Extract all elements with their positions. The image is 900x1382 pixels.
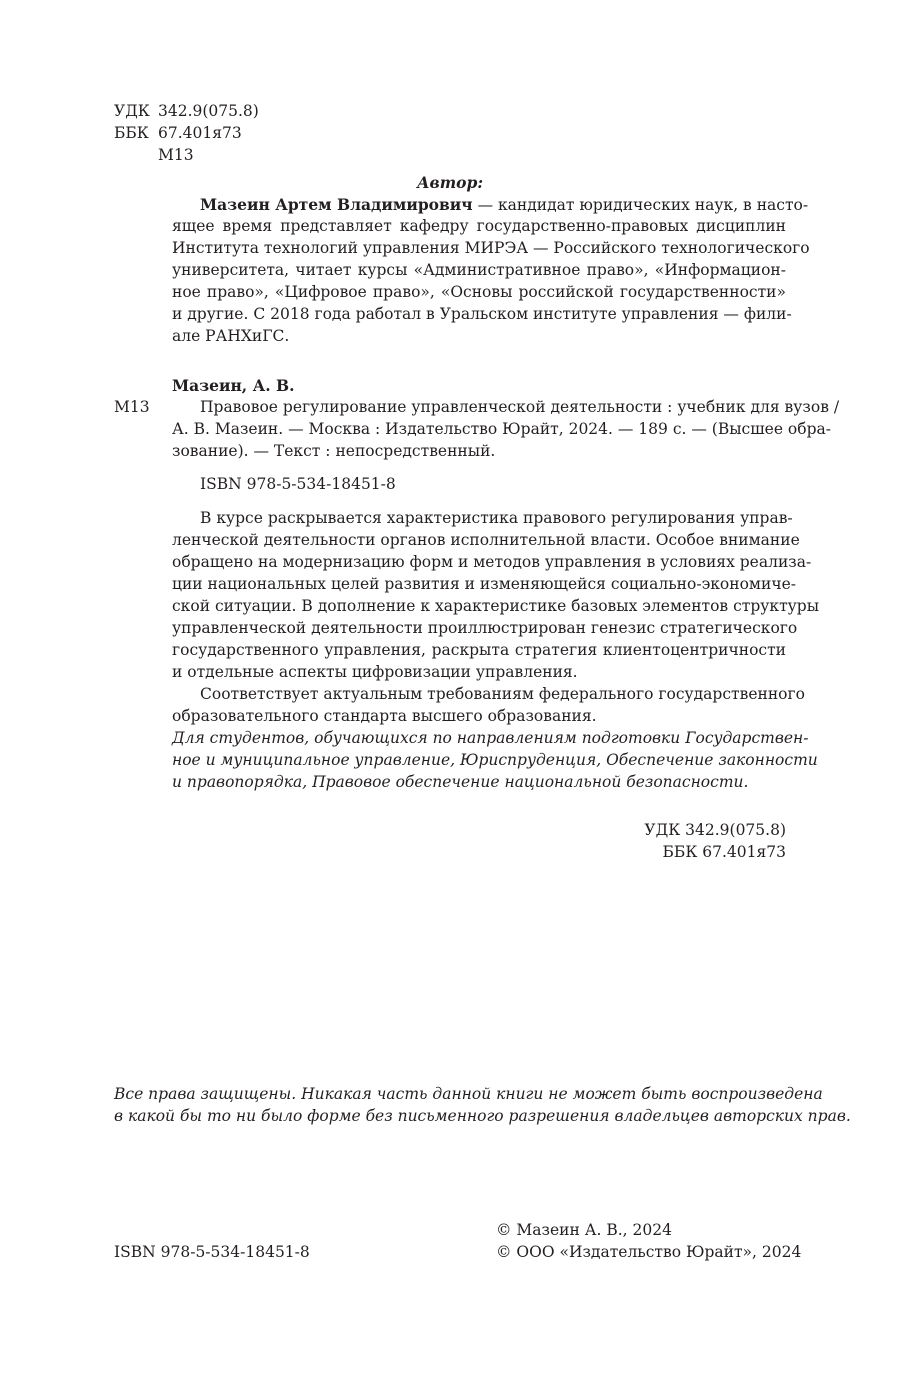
bib-mark: М13 (114, 398, 150, 416)
rights-notice-line: в какой бы то ни было форме без письменного разрешения владельцев авторских прав. (114, 1107, 851, 1125)
udk-label: УДК (114, 102, 150, 120)
annotation-line: обращено на модернизацию форм и методов управления в условиях реализа- (172, 553, 812, 571)
annotation-audience-line: ное и муниципальное управление, Юриспруденция, Обеспечение законности (172, 751, 818, 769)
bbk-value: 67.401я73 (158, 124, 242, 142)
annotation-line: ции национальных целей развития и изменяющейся социально-экономиче- (172, 575, 796, 593)
author-name: Мазеин Артем Владимирович (200, 195, 473, 214)
annotation-audience-line: Для студентов, обучающихся по направлениям подготовки Государствен- (172, 729, 809, 747)
annotation-line: управленческой деятельности проиллюстрирован генезис стратегического (172, 619, 798, 637)
author-heading: Автор: (416, 173, 484, 192)
udk-value: 342.9(075.8) (158, 102, 259, 120)
author-bio-line: але РАНХиГС. (172, 327, 290, 345)
footer-isbn: ISBN 978-5-534-18451-8 (114, 1243, 310, 1261)
rights-notice-line: Все права защищены. Никакая часть данной книги не может быть воспроизведена (114, 1085, 823, 1103)
annotation-audience-line: и правопорядка, Правовое обеспечение национальной безопасности. (172, 773, 749, 791)
author-bio-line: ное право», «Цифровое право», «Основы российской государственности» (172, 283, 786, 301)
bbk-label: ББК (114, 124, 149, 142)
author-bio-line: и другие. С 2018 года работал в Уральском институте управления — фили- (172, 305, 792, 323)
udk-repeat: УДК 342.9(075.8) (644, 821, 786, 839)
bib-line: А. В. Мазеин. — Москва : Издательство Юрайт, 2024. — 189 с. — (Высшее обра- (172, 420, 831, 438)
author-bio-text: — кандидат юридических наук, в насто- (472, 196, 809, 214)
annotation-line: ской ситуации. В дополнение к характеристике базовых элементов структуры (172, 597, 820, 615)
annotation-line: В курсе раскрывается характеристика правового регулирования управ- (200, 509, 793, 527)
author-bio-line: университета, читает курсы «Административное право», «Информацион- (172, 261, 786, 279)
bbk-repeat: ББК 67.401я73 (662, 843, 786, 861)
author-mark: М13 (158, 146, 194, 164)
bib-heading: Мазеин, А. В. (172, 376, 295, 395)
annotation-line: образовательного стандарта высшего образования. (172, 707, 597, 725)
copyright-author: © Мазеин А. В., 2024 (496, 1221, 672, 1239)
author-bio-line: ящее время представляет кафедру государственно-правовых дисциплин (172, 217, 786, 235)
annotation-line: Соответствует актуальным требованиям федерального государственного (200, 685, 805, 703)
annotation-line: государственного управления, раскрыта стратегия клиентоцентричности (172, 641, 786, 659)
annotation-line: ленческой деятельности органов исполнительной власти. Особое внимание (172, 531, 800, 549)
annotation-line: и отдельные аспекты цифровизации управления. (172, 663, 578, 681)
bib-line: Правовое регулирование управленческой деятельности : учебник для вузов / (200, 398, 840, 416)
bib-line: зование). — Текст : непосредственный. (172, 442, 496, 460)
author-bio-line (200, 194, 809, 216)
copyright-publisher: © ООО «Издательство Юрайт», 2024 (496, 1243, 802, 1261)
author-bio-line: Института технологий управления МИРЭА — Российского технологического (172, 239, 810, 257)
bib-isbn: ISBN 978-5-534-18451-8 (200, 475, 396, 493)
